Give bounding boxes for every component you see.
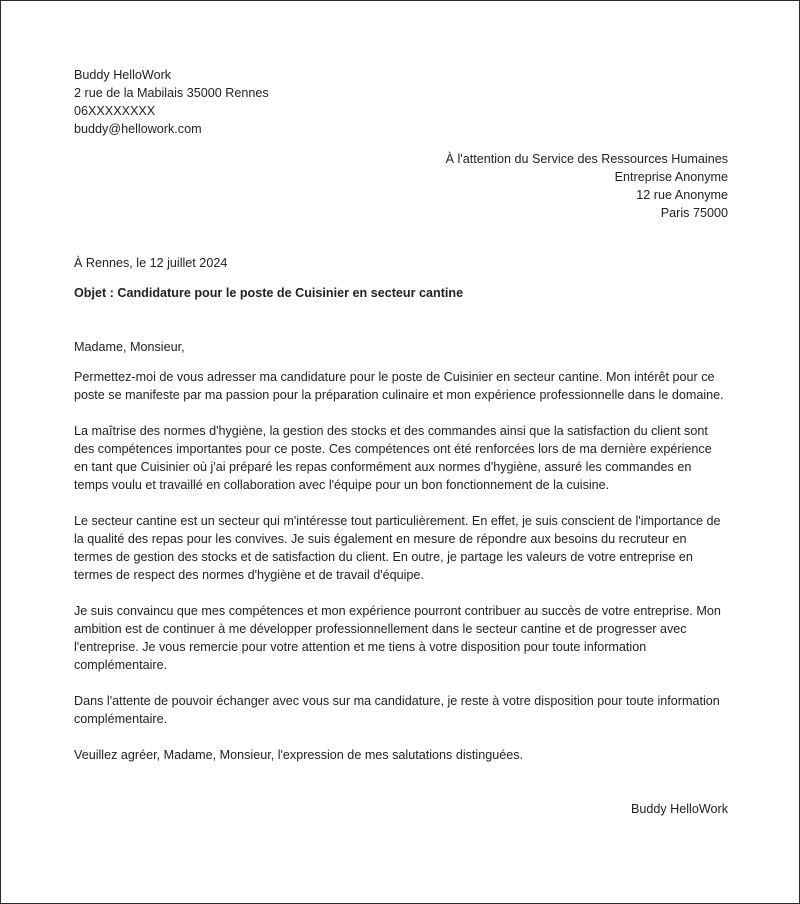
sender-email: buddy@hellowork.com	[74, 122, 202, 136]
recipient-attention: À l'attention du Service des Ressources Humaines	[445, 152, 728, 166]
recipient-block	[74, 150, 728, 222]
sender-block	[74, 66, 728, 138]
recipient-company: Entreprise Anonyme	[614, 170, 728, 184]
body-paragraph-skills: La maîtrise des normes d'hygiène, la gestion des stocks et des commandes ainsi que la satisfaction du client sont des compétences importantes pour ce poste. Ces compétences ont été renforcées lors de ma dernière expérience en tant que Cuisinier où j'ai préparé les repas conformément aux normes d'hygiène, assuré les commandes en temps voulu et travaillé en collaboration avec l'équipe pour un bon fonctionnement de la cuisine.	[74, 424, 712, 492]
recipient-street: 12 rue Anonyme	[636, 188, 728, 202]
recipient-city: Paris 75000	[660, 206, 728, 220]
sender-phone: 06XXXXXXXX	[74, 104, 156, 118]
signature: Buddy HelloWork	[630, 802, 728, 816]
body-paragraph-sector: Le secteur cantine est un secteur qui m'intéresse tout particulièrement. En effet, je suis conscient de l'importance de la qualité des repas pour les convives. Je suis également en mesure de répondre aux besoins du recruteur en termes de gestion des stocks et de satisfaction du client. En outre, je partage les valeurs de votre entreprise en termes de respect des normes d'hygiène et de travail d'équipe.	[74, 514, 721, 582]
closing-formula: Veuillez agréer, Madame, Monsieur, l'expression de mes salutations distinguées.	[74, 748, 524, 762]
body-paragraph-availability: Dans l'attente de pouvoir échanger avec vous sur ma candidature, je reste à votre disposition pour toute information complémentaire.	[74, 694, 720, 726]
subject-line: Objet : Candidature pour le poste de Cuisinier en secteur cantine	[74, 286, 464, 300]
body-paragraph-motivation: Je suis convaincu que mes compétences et mon expérience pourront contribuer au succès de votre entreprise. Mon ambition est de continuer à me développer professionnellement dans le secteur cantine et de progresser avec l'entreprise. Je vous remercie pour votre attention et me tiens à votre disposition pour toute information complémentaire.	[74, 604, 721, 672]
cover-letter	[74, 66, 728, 818]
place-date: À Rennes, le 12 juillet 2024	[74, 256, 228, 270]
body-paragraph-intro: Permettez-moi de vous adresser ma candidature pour le poste de Cuisinier en secteur cantine. Mon intérêt pour ce poste se manifeste par ma passion pour la préparation culinaire et mon expérience professionnelle dans le domaine.	[74, 370, 724, 402]
sender-name: Buddy HelloWork	[74, 68, 172, 82]
salutation: Madame, Monsieur,	[74, 340, 185, 354]
sender-address: 2 rue de la Mabilais 35000 Rennes	[74, 86, 269, 100]
